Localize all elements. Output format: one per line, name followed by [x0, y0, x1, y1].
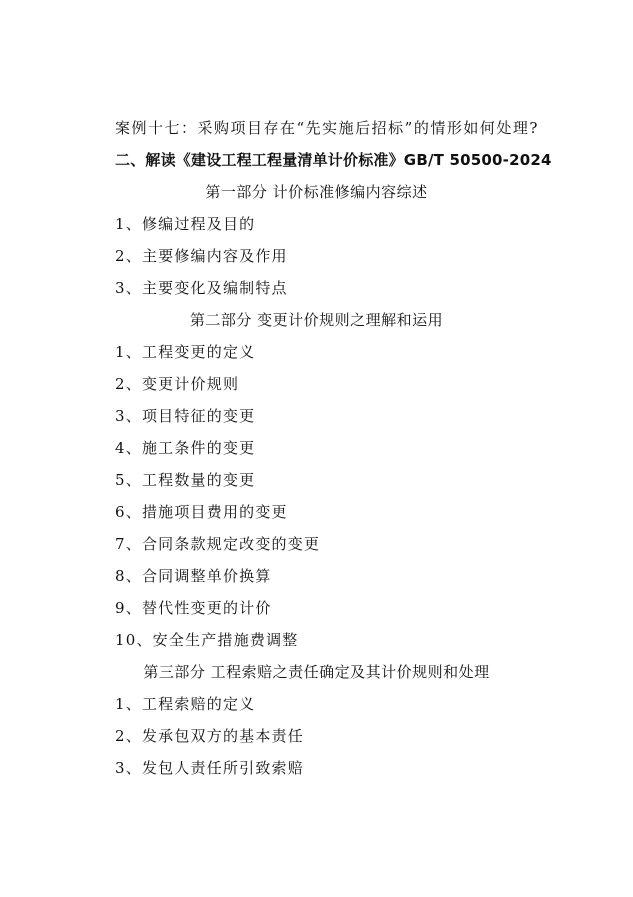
part1-heading: 第一部分 计价标准修编内容综述 — [205, 183, 428, 201]
case-title: 案例十七：采购项目存在“先实施后招标”的情形如何处理? — [115, 119, 539, 137]
part3-item: 2、发承包双方的基本责任 — [115, 727, 304, 745]
part2-item: 2、变更计价规则 — [115, 375, 240, 393]
part2-item: 9、替代性变更的计价 — [115, 599, 272, 617]
part1-item: 1、修编过程及目的 — [115, 215, 256, 233]
part1-item: 2、主要修编内容及作用 — [115, 247, 288, 265]
part3-item: 1、工程索赔的定义 — [115, 695, 256, 713]
part2-item: 7、合同条款规定改变的变更 — [115, 535, 321, 553]
part2-item: 8、合同调整单价换算 — [115, 567, 272, 585]
part2-item: 10、安全生产措施费调整 — [115, 631, 299, 649]
part1-item: 3、主要变化及编制特点 — [115, 279, 288, 297]
part2-heading: 第二部分 变更计价规则之理解和运用 — [189, 311, 444, 329]
part2-item: 6、措施项目费用的变更 — [115, 503, 288, 521]
part2-item: 3、项目特征的变更 — [115, 407, 256, 425]
part2-item: 1、工程变更的定义 — [115, 343, 256, 361]
part3-item: 3、发包人责任所引致索赔 — [115, 759, 304, 777]
part2-item: 5、工程数量的变更 — [115, 471, 256, 489]
section-heading: 二、解读《建设工程工程量清单计价标准》GB/T 50500-2024 — [115, 151, 552, 169]
part2-item: 4、施工条件的变更 — [115, 439, 256, 457]
part3-heading: 第三部分 工程索赔之责任确定及其计价规则和处理 — [143, 663, 490, 681]
